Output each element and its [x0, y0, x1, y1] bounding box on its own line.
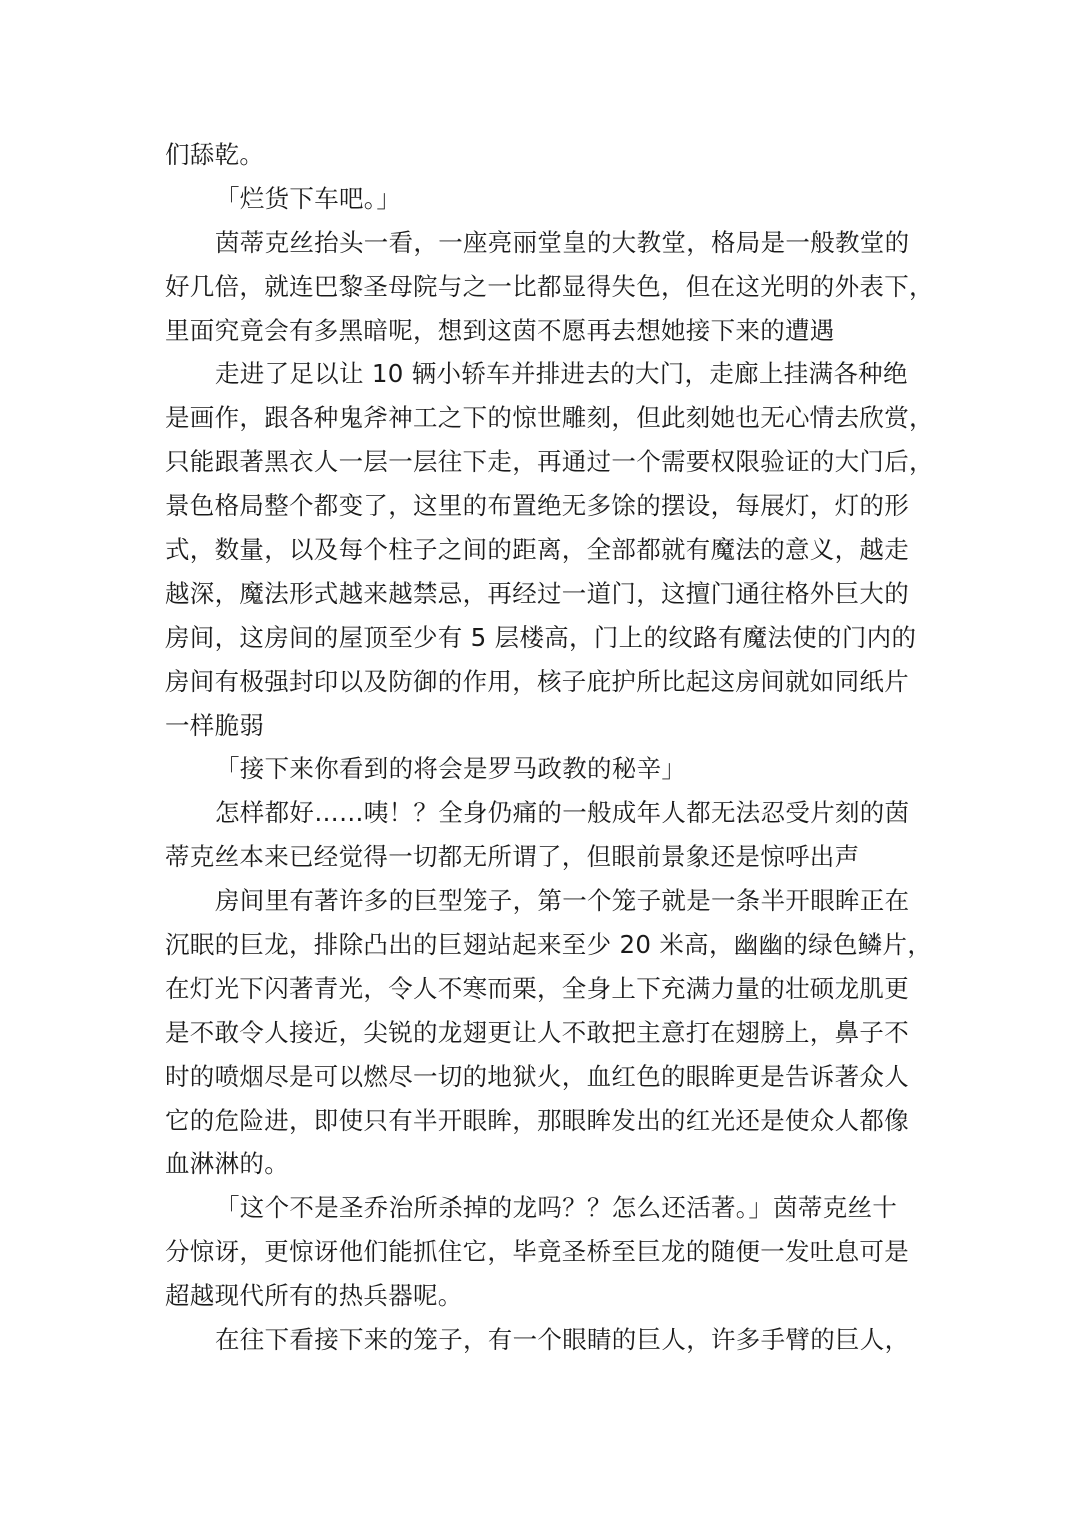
text-line: 血淋淋的。 — [165, 1149, 289, 1179]
text-line: 沉眠的巨龙，排除凸出的巨翅站起来至少 20 米高，幽幽的绿色鳞片， — [165, 930, 933, 960]
text-line: 里面究竟会有多黑暗呢，想到这茵不愿再去想她接下来的遭遇 — [165, 315, 835, 345]
text-line: 越深，魔法形式越来越禁忌，再经过一道门，这擅门通往格外巨大的 — [165, 578, 909, 608]
text-line: 「烂货下车吧。」 — [215, 183, 402, 213]
text-line: 超越现代所有的热兵器呢。 — [165, 1281, 463, 1311]
text-line: 在灯光下闪著青光，令人不寒而栗，全身上下充满力量的壮硕龙肌更 — [165, 973, 909, 1003]
paragraph — [165, 177, 925, 221]
text-line: 们舔乾。 — [165, 140, 265, 169]
text-line: 茵蒂克丝抬头一看，一座亮丽堂皇的大教堂，格局是一般教堂的 — [215, 227, 910, 257]
text-line: 式，数量，以及每个柱子之间的距离，全部都就有魔法的意义，越走 — [165, 535, 909, 565]
paragraph — [165, 221, 934, 353]
paragraph — [165, 1186, 925, 1318]
paragraph — [165, 879, 933, 1186]
text-line: 一样脆弱 — [165, 710, 265, 740]
paragraph — [165, 791, 925, 879]
text-line: 房间，这房间的屋顶至少有 5 层楼高，门上的纹路有魔法使的门内的 — [165, 622, 917, 652]
text-line: 景色格局整个都变了，这里的布置绝无多馀的摆设，每展灯，灯的形 — [165, 491, 909, 521]
text-line: 走进了足以让 10 辆小轿车并排进去的大门，走廊上挂满各种绝 — [215, 359, 908, 389]
text-line: 在往下看接下来的笼子，有一个眼睛的巨人，许多手臂的巨人， — [215, 1325, 910, 1355]
paragraph — [165, 133, 925, 177]
text-line: 只能跟著黑衣人一层一层往下走，再通过一个需要权限验证的大门后， — [165, 447, 934, 477]
text-line: 蒂克丝本来已经觉得一切都无所谓了，但眼前景象还是惊呼出声 — [165, 842, 860, 872]
text-line: 怎样都好……咦！？全身仍痛的一般成年人都无法忍受片刻的茵 — [215, 798, 910, 828]
text-line: 是画作，跟各种鬼斧神工之下的惊世雕刻，但此刻她也无心情去欣赏， — [165, 403, 934, 433]
text-line: 房间有极强封印以及防御的作用，核子庇护所比起这房间就如同纸片 — [165, 666, 909, 696]
text-line: 它的危险进，即使只有半开眼眸，那眼眸发出的红光还是使众人都像 — [165, 1105, 909, 1135]
paragraph — [165, 352, 934, 747]
text-line: 「这个不是圣乔治所杀掉的龙吗？？怎么还活著。」茵蒂克丝十 — [215, 1193, 898, 1223]
text-line: 「接下来你看到的将会是罗马政教的秘辛」 — [215, 754, 687, 784]
paragraph — [165, 1318, 925, 1362]
paragraph — [165, 747, 925, 791]
text-line: 时的喷烟尽是可以燃尽一切的地狱火，血红色的眼眸更是告诉著众人 — [165, 1061, 909, 1091]
text-line: 好几倍，就连巴黎圣母院与之一比都显得失色，但在这光明的外表下， — [165, 271, 934, 301]
text-line: 是不敢令人接近，尖锐的龙翅更让人不敢把主意打在翅膀上，鼻子不 — [165, 1017, 909, 1047]
text-line: 房间里有著许多的巨型笼子，第一个笼子就是一条半开眼眸正在 — [215, 886, 910, 916]
text-line: 分惊讶，更惊讶他们能抓住它，毕竟圣桥至巨龙的随便一发吐息可是 — [165, 1237, 909, 1267]
document-body — [165, 133, 934, 1362]
